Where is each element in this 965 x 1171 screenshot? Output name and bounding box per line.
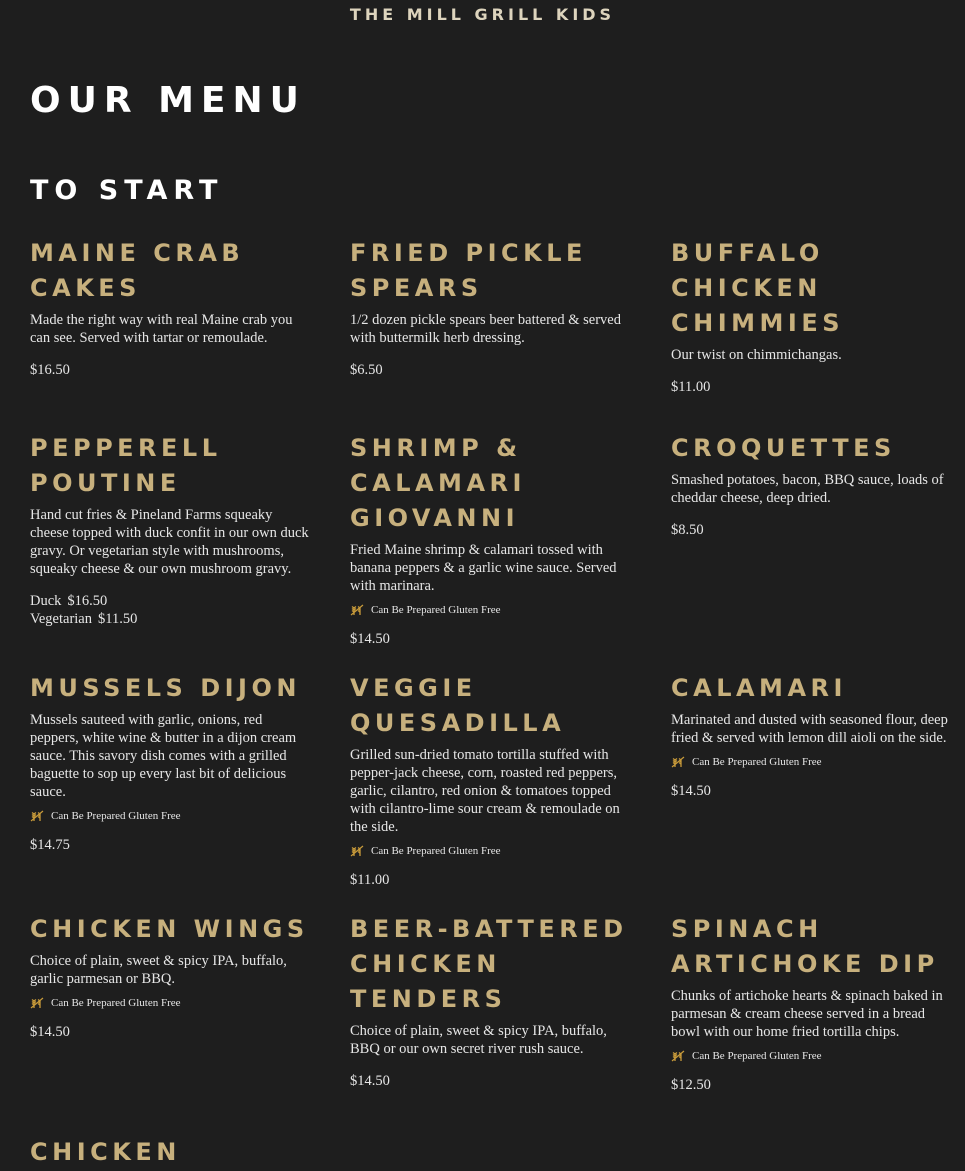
price-row	[671, 1076, 951, 1094]
menu-item-prices	[671, 378, 951, 396]
menu-item-name: CROQUETTES	[671, 434, 896, 462]
menu-item	[350, 431, 630, 648]
price-row	[350, 630, 630, 648]
menu-item-description: Our twist on chimmichangas.	[671, 347, 842, 363]
menu-item-name: SPINACH ARTICHOKE DIP	[671, 915, 939, 978]
gluten-free-label: Can Be Prepared Gluten Free	[51, 810, 181, 822]
menu-item	[30, 431, 310, 628]
menu-item-name: CHICKEN WINGS	[30, 915, 309, 943]
gluten-free-label: Can Be Prepared Gluten Free	[692, 756, 822, 768]
menu-item-description: Fried Maine shrimp & calamari tossed with banana peppers & a garlic wine sauce. Served with marinara.	[350, 542, 617, 594]
gluten-free-note	[350, 604, 630, 616]
menu-item	[30, 236, 310, 379]
menu-item-name: SHRIMP & CALAMARI GIOVANNI	[350, 434, 526, 532]
menu-item-description: 1/2 dozen pickle spears beer battered & served with buttermilk herb dressing.	[350, 312, 621, 346]
menu-item-prices	[30, 592, 310, 628]
menu-item-description: Hand cut fries & Pineland Farms squeaky cheese topped with duck confit in our own duck gravy. Or vegetarian style with mushrooms, squeaky cheese & our own mushroom gravy.	[30, 507, 309, 577]
menu-item-description: Marinated and dusted with seasoned flour, deep fried & served with lemon dill aioli on the side.	[671, 712, 948, 746]
price-row	[30, 836, 310, 854]
wheat-crossed-icon	[30, 810, 44, 822]
menu-item-description: Made the right way with real Maine crab you can see. Served with tartar or remoulade.	[30, 312, 293, 346]
price-row	[671, 378, 951, 396]
menu-item-description: Choice of plain, sweet & spicy IPA, buffalo, BBQ or our own secret river rush sauce.	[350, 1023, 607, 1057]
menu-item-description: Grilled sun-dried tomato tortilla stuffed with pepper-jack cheese, corn, roasted red peppers, garlic, cilantro, red onion & tomatoes topped with cilantro-lime sour cream & remoulade on the side.	[350, 747, 620, 835]
price-row	[30, 361, 310, 379]
menu-item-prices	[30, 836, 310, 854]
price-row	[30, 1023, 310, 1041]
menu-item	[671, 236, 951, 396]
price-value: $14.50	[350, 1073, 390, 1089]
menu-item	[350, 236, 630, 379]
price-row	[350, 361, 630, 379]
menu-item-prices	[30, 361, 310, 379]
price-value: $6.50	[350, 362, 383, 378]
site-nav-title[interactable]: THE MILL GRILL KIDS	[349, 5, 616, 24]
price-value: $14.50	[30, 1024, 70, 1040]
menu-item-prices	[671, 521, 951, 539]
price-value: $16.50	[30, 362, 70, 378]
price-row	[350, 1072, 630, 1090]
price-value: $11.00	[350, 872, 390, 888]
menu-item-description: Mussels sauteed with garlic, onions, red peppers, white wine & butter in a dijon cream sauce. This savory dish comes with a grilled baguette to sop up every last bit of delicious sauce.	[30, 712, 297, 800]
gluten-free-note	[671, 1050, 951, 1062]
menu-item-prices	[350, 1072, 630, 1090]
menu-item-prices	[30, 1023, 310, 1041]
price-label: Duck	[30, 593, 62, 609]
price-row	[30, 610, 310, 628]
price-value: $16.50	[67, 593, 108, 609]
menu-item-name: PEPPERELL POUTINE	[30, 434, 222, 497]
gluten-free-note	[30, 810, 310, 822]
menu-item-description: Smashed potatoes, bacon, BBQ sauce, loads of cheddar cheese, deep dried.	[671, 472, 944, 506]
menu-item-name: BUFFALO CHICKEN CHIMMIES	[671, 239, 845, 337]
menu-item-name: CHICKEN	[30, 1138, 181, 1166]
menu-item	[30, 912, 310, 1041]
menu-item-prices	[350, 630, 630, 648]
page-title: OUR MENU	[30, 80, 306, 121]
menu-item-name: CALAMARI	[671, 674, 847, 702]
wheat-crossed-icon	[30, 997, 44, 1009]
price-value: $11.50	[98, 611, 138, 627]
menu-item-prices	[350, 361, 630, 379]
menu-item-name: BEER-BATTERED CHICKEN TENDERS	[350, 915, 628, 1013]
price-value: $14.50	[671, 783, 711, 799]
menu-item	[30, 671, 310, 854]
price-value: $11.00	[671, 379, 711, 395]
menu-item-name: MUSSELS DIJON	[30, 674, 301, 702]
price-value: $14.75	[30, 837, 70, 853]
menu-item	[350, 912, 630, 1090]
menu-item	[30, 1135, 310, 1170]
gluten-free-label: Can Be Prepared Gluten Free	[51, 997, 181, 1009]
menu-item-name: VEGGIE QUESADILLA	[350, 674, 566, 737]
menu-item-prices	[671, 1076, 951, 1094]
wheat-crossed-icon	[671, 1050, 685, 1062]
menu-item-prices	[350, 871, 630, 889]
price-row	[30, 592, 310, 610]
menu-item	[350, 671, 630, 889]
price-row	[350, 871, 630, 889]
price-row	[671, 782, 951, 800]
menu-item	[671, 671, 951, 800]
price-value: $8.50	[671, 522, 704, 538]
menu-item	[671, 431, 951, 539]
menu-item-description: Choice of plain, sweet & spicy IPA, buffalo, garlic parmesan or BBQ.	[30, 953, 287, 987]
menu-item-name: MAINE CRAB CAKES	[30, 239, 245, 302]
menu-item-name: FRIED PICKLE SPEARS	[350, 239, 587, 302]
gluten-free-label: Can Be Prepared Gluten Free	[371, 604, 501, 616]
price-row	[671, 521, 951, 539]
menu-item	[671, 912, 951, 1094]
gluten-free-note	[30, 997, 310, 1009]
menu-item-prices	[671, 782, 951, 800]
price-label: Vegetarian	[30, 611, 92, 627]
menu-item-description: Chunks of artichoke hearts & spinach baked in parmesan & cream cheese served in a bread bowl with our home fried tortilla chips.	[671, 988, 943, 1040]
gluten-free-note	[350, 845, 630, 857]
section-title: TO START	[30, 175, 224, 206]
gluten-free-label: Can Be Prepared Gluten Free	[692, 1050, 822, 1062]
wheat-crossed-icon	[671, 756, 685, 768]
price-value: $14.50	[350, 631, 390, 647]
wheat-crossed-icon	[350, 604, 364, 616]
gluten-free-label: Can Be Prepared Gluten Free	[371, 845, 501, 857]
wheat-crossed-icon	[350, 845, 364, 857]
gluten-free-note	[671, 756, 951, 768]
price-value: $12.50	[671, 1077, 711, 1093]
